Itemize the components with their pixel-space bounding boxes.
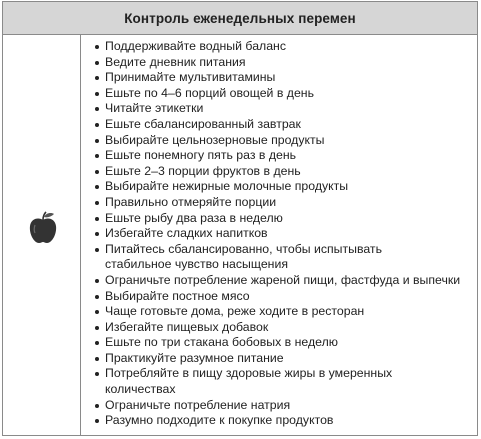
weekly-changes-table xyxy=(2,1,478,436)
list-item: Правильно отмеряйте порции xyxy=(94,195,477,211)
list-item: Выбирайте цельнозерновые продукты xyxy=(94,133,477,149)
list-item: Ешьте рыбу два раза в неделю xyxy=(94,211,477,227)
list-item: Ограничьте потребление натрия xyxy=(94,398,477,414)
table-body xyxy=(3,35,477,435)
list-item: Ешьте понемногу пять раз в день xyxy=(94,148,477,164)
list-item: Чаще готовьте дома, реже ходите в ресторан xyxy=(94,304,477,320)
list-cell xyxy=(81,35,477,435)
list-item: Читайте этикетки xyxy=(94,101,477,117)
list-item: Ешьте сбалансированный завтрак xyxy=(94,117,477,133)
list-item: Избегайте пищевых добавок xyxy=(94,320,477,336)
list-item: Поддерживайте водный баланс xyxy=(94,39,477,55)
list-item: Питайтесь сбалансированно, чтобы испытывать стабильное чувство насыщения xyxy=(94,242,445,273)
apple-icon xyxy=(27,211,59,245)
list-item: Ешьте 2–3 порции фруктов в день xyxy=(94,164,477,180)
table-title: Контроль еженедельных перемен xyxy=(124,10,356,26)
list-item: Принимайте мультивитамины xyxy=(94,70,477,86)
list-item: Ешьте по три стакана бобовых в неделю xyxy=(94,335,477,351)
list-item: Разумно подходите к покупке продуктов xyxy=(94,413,477,429)
list-item: Ведите дневник питания xyxy=(94,55,477,71)
list-item: Потребляйте в пищу здоровые жиры в умеренных количествах xyxy=(94,366,445,397)
checklist xyxy=(94,39,477,429)
list-item: Выбирайте нежирные молочные продукты xyxy=(94,179,477,195)
list-item: Ограничьте потребление жареной пищи, фастфуда и выпечки xyxy=(94,273,477,289)
icon-cell xyxy=(3,35,81,435)
list-item: Ешьте по 4–6 порций овощей в день xyxy=(94,86,477,102)
list-item: Избегайте сладких напитков xyxy=(94,226,477,242)
list-item: Выбирайте постное мясо xyxy=(94,289,477,305)
table-header xyxy=(3,2,477,35)
list-item: Практикуйте разумное питание xyxy=(94,351,477,367)
